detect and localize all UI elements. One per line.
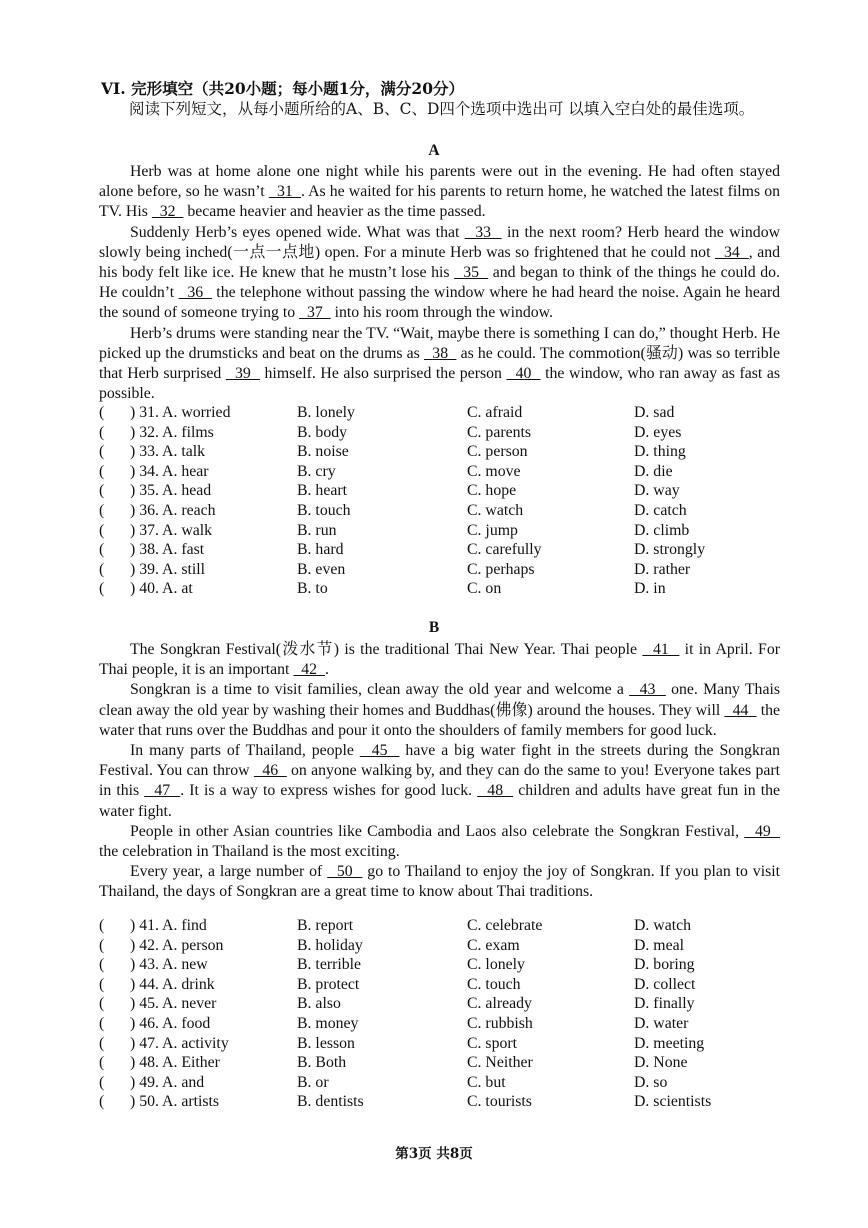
option-b: B. also xyxy=(297,995,341,1013)
blank-47: 47 xyxy=(144,782,181,800)
option-d: D. water xyxy=(634,1014,689,1032)
blank-46: 46 xyxy=(253,762,287,780)
option-a: ) 37. A. walk xyxy=(130,521,213,539)
section-heading: VI. 完形填空（共20小题；每小题1分，满分20分） xyxy=(101,79,464,98)
passage-text: children and adults have great fun in the water fight. xyxy=(99,782,781,820)
question-row xyxy=(99,1073,781,1093)
option-a: ) 35. A. head xyxy=(130,482,212,500)
option-b: B. money xyxy=(297,1014,359,1032)
question-row xyxy=(99,423,781,443)
answer-bracket: ( xyxy=(99,1034,105,1052)
passage-text: , and his body felt like ice. He knew that he mustn’t lose his xyxy=(99,243,781,282)
option-d: D. None xyxy=(634,1054,688,1072)
option-b: B. touch xyxy=(297,501,351,519)
option-b: B. even xyxy=(297,560,346,578)
option-a: ) 39. A. still xyxy=(130,560,206,578)
passage-a xyxy=(99,162,780,404)
option-c: C. perhaps xyxy=(467,560,535,578)
option-c: C. but xyxy=(467,1073,506,1091)
option-a: ) 49. A. and xyxy=(130,1073,205,1091)
option-c: C. afraid xyxy=(467,404,523,421)
option-c: C. already xyxy=(467,995,532,1013)
option-a: ) 44. A. drink xyxy=(130,975,215,993)
blank-45: 45 xyxy=(359,742,400,760)
option-b: B. cry xyxy=(297,462,336,480)
passage-text: the window, who ran away as fast as possible. xyxy=(99,365,781,403)
option-b: B. lonely xyxy=(297,404,355,421)
option-a: ) 31. A. worried xyxy=(130,404,231,421)
question-row xyxy=(99,1053,781,1073)
option-c: C. tourists xyxy=(467,1093,532,1111)
option-c: C. rubbish xyxy=(467,1014,533,1032)
passage-text: became heavier and heavier as the time passed. xyxy=(183,203,486,221)
question-list-b xyxy=(99,916,781,1112)
blank-39: 39 xyxy=(225,365,260,383)
option-a: ) 32. A. films xyxy=(130,423,214,441)
option-b: B. dentists xyxy=(297,1093,364,1111)
blank-34: 34 xyxy=(714,243,749,261)
blank-48: 48 xyxy=(477,782,514,800)
option-c: C. move xyxy=(467,462,521,480)
passage-paragraph xyxy=(99,223,780,324)
passage-paragraph xyxy=(99,640,780,680)
option-d: D. in xyxy=(634,580,666,598)
option-d: D. climb xyxy=(634,521,690,539)
question-row xyxy=(99,955,781,975)
question-row xyxy=(99,1014,781,1034)
passage-b-label: B xyxy=(428,619,440,636)
passage-text: People in other Asian countries like Cambodia and Laos also celebrate the Songkran Festival, xyxy=(130,822,745,840)
answer-bracket: ( xyxy=(99,1073,105,1091)
passage-b xyxy=(99,640,780,903)
option-b: B. hard xyxy=(297,541,344,559)
page-number: 第3页 共8页 xyxy=(395,1146,473,1162)
option-c: C. hope xyxy=(467,482,517,500)
question-row xyxy=(99,1034,781,1054)
question-row xyxy=(99,521,781,541)
answer-bracket: ( xyxy=(99,1093,105,1111)
blank-50: 50 xyxy=(327,863,363,881)
blank-40: 40 xyxy=(506,365,541,383)
option-d: D. collect xyxy=(634,975,696,993)
passage-text: . As he waited for his parents to return home, he watched the latest films on TV. His xyxy=(99,183,781,221)
option-c: C. parents xyxy=(467,423,532,441)
passage-text: The Songkran Festival(泼水节) is the traditional Thai New Year. Thai people xyxy=(130,641,643,658)
answer-bracket: ( xyxy=(99,1014,105,1032)
instructions: 阅读下列短文，从每小题所给的A、B、C、D四个选项中选出可 以填入空白处的最佳选项。 xyxy=(129,100,755,118)
question-row xyxy=(99,994,781,1014)
answer-bracket: ( xyxy=(99,936,105,954)
question-row xyxy=(99,916,781,936)
option-d: D. sad xyxy=(634,404,675,421)
passage-text: go to Thailand to enjoy the joy of Songkran. If you plan to visit Thailand, the days of Songkran are a great time to know about Thai traditions. xyxy=(99,863,781,901)
answer-bracket: ( xyxy=(99,995,105,1013)
blank-42: 42 xyxy=(293,661,325,679)
question-row xyxy=(99,442,781,462)
passage-text: it in April. For Thai people, it is an important xyxy=(99,641,781,679)
option-c: C. exam xyxy=(467,936,520,954)
option-c: C. touch xyxy=(467,975,521,993)
passage-text: Songkran is a time to visit families, clean away the old year and welcome a xyxy=(130,681,630,699)
option-d: D. meeting xyxy=(634,1034,705,1052)
question-row xyxy=(99,481,781,501)
answer-bracket: ( xyxy=(99,462,105,480)
option-d: D. so xyxy=(634,1073,668,1091)
option-d: D. meal xyxy=(634,936,685,954)
option-a: ) 38. A. fast xyxy=(130,541,205,559)
passage-paragraph xyxy=(99,680,780,741)
option-b: B. or xyxy=(297,1073,329,1091)
question-row xyxy=(99,462,781,482)
passage-text: the water that runs over the Buddhas and pour it onto the shoulders of family members for good luck. xyxy=(99,701,781,739)
passage-text: In many parts of Thailand, people xyxy=(130,742,360,760)
option-a: ) 34. A. hear xyxy=(130,462,209,480)
question-row xyxy=(99,579,781,599)
passage-text: the telephone without passing the window where he had heard the noise. Again he heard the sound of someone trying to xyxy=(99,284,781,322)
option-a: ) 36. A. reach xyxy=(130,501,216,519)
blank-49: 49 xyxy=(744,822,780,840)
option-b: B. terrible xyxy=(297,956,362,974)
option-c: C. lonely xyxy=(467,956,525,974)
passage-text: himself. He also surprised the person xyxy=(259,365,507,383)
option-d: D. finally xyxy=(634,995,695,1013)
option-b: B. Both xyxy=(297,1054,347,1072)
option-d: D. watch xyxy=(634,917,692,934)
blank-35: 35 xyxy=(454,264,489,282)
passage-text: and began to think of the things he could do. He couldn’t xyxy=(99,264,781,302)
blank-32: 32 xyxy=(151,203,184,221)
answer-bracket: ( xyxy=(99,423,105,441)
option-a: ) 46. A. food xyxy=(130,1014,211,1032)
passage-paragraph xyxy=(99,162,780,223)
question-row xyxy=(99,403,781,423)
passage-text: . It is a way to express wishes for good luck. xyxy=(180,782,478,800)
option-d: D. thing xyxy=(634,443,686,461)
option-a: ) 48. A. Either xyxy=(130,1054,220,1072)
option-d: D. scientists xyxy=(634,1093,712,1111)
question-row xyxy=(99,936,781,956)
blank-41: 41 xyxy=(642,641,680,658)
question-row xyxy=(99,1092,781,1112)
passage-text: Herb’s drums were standing near the TV. “Wait, maybe there is something I can do,” thought Herb. He picked up the drumsticks and beat on the drums as xyxy=(99,324,780,362)
passage-text: one. Many Thais clean away the old year by washing their homes and Buddhas(佛像) around the houses. They will xyxy=(99,681,780,719)
option-c: C. person xyxy=(467,443,528,461)
blank-36: 36 xyxy=(178,284,212,302)
question-row xyxy=(99,501,781,521)
option-b: B. to xyxy=(297,580,328,598)
option-d: D. eyes xyxy=(634,423,682,441)
passage-text: Every year, a large number of xyxy=(130,863,328,881)
option-b: B. heart xyxy=(297,482,348,500)
option-b: B. lesson xyxy=(297,1034,355,1052)
answer-bracket: ( xyxy=(99,521,105,539)
option-c: C. watch xyxy=(467,501,524,519)
blank-38: 38 xyxy=(423,344,457,362)
question-row xyxy=(99,975,781,995)
passage-paragraph xyxy=(99,862,780,902)
passage-text: the celebration in Thailand is the most exciting. xyxy=(99,843,400,861)
option-c: C. on xyxy=(467,580,502,598)
option-d: D. catch xyxy=(634,501,687,519)
passage-text: Suddenly Herb’s eyes opened wide. What was that xyxy=(130,223,465,241)
option-b: B. protect xyxy=(297,975,360,993)
option-d: D. die xyxy=(634,462,673,480)
option-c: C. jump xyxy=(467,521,518,539)
option-d: D. way xyxy=(634,482,680,500)
answer-bracket: ( xyxy=(99,560,105,578)
answer-bracket: ( xyxy=(99,1054,105,1072)
answer-bracket: ( xyxy=(99,501,105,519)
passage-text: as he could. The commotion(骚动) was so terrible that Herb surprised xyxy=(99,344,781,383)
answer-bracket: ( xyxy=(99,580,105,598)
answer-bracket: ( xyxy=(99,975,105,993)
option-a: ) 40. A. at xyxy=(130,580,193,598)
option-b: B. body xyxy=(297,423,348,441)
option-d: D. rather xyxy=(634,560,691,578)
option-a: ) 41. A. find xyxy=(130,917,207,934)
option-c: C. celebrate xyxy=(467,917,543,934)
blank-43: 43 xyxy=(629,681,666,699)
option-a: ) 33. A. talk xyxy=(130,443,206,461)
passage-paragraph xyxy=(99,324,780,405)
answer-bracket: ( xyxy=(99,956,105,974)
question-row xyxy=(99,540,781,560)
answer-bracket: ( xyxy=(99,482,105,500)
answer-bracket: ( xyxy=(99,917,105,934)
passage-text: on anyone walking by, and they can do the same to you! Everyone takes part in this xyxy=(99,762,781,800)
question-row xyxy=(99,560,781,580)
blank-37: 37 xyxy=(299,304,331,322)
option-b: B. noise xyxy=(297,443,349,461)
answer-bracket: ( xyxy=(99,443,105,461)
option-c: C. Neither xyxy=(467,1054,533,1072)
option-a: ) 43. A. new xyxy=(130,956,208,974)
option-a: ) 47. A. activity xyxy=(130,1034,229,1052)
option-b: B. holiday xyxy=(297,936,363,954)
passage-text: . xyxy=(324,661,329,679)
blank-31: 31 xyxy=(268,183,301,201)
option-c: C. sport xyxy=(467,1034,518,1052)
blank-33: 33 xyxy=(464,223,502,241)
passage-paragraph xyxy=(99,822,780,862)
option-d: D. boring xyxy=(634,956,695,974)
answer-bracket: ( xyxy=(99,541,105,559)
passage-text: have a big water fight in the streets during the Songkran Festival. You can throw xyxy=(99,742,781,780)
blank-44: 44 xyxy=(724,701,757,719)
option-c: C. carefully xyxy=(467,541,542,559)
option-b: B. run xyxy=(297,521,337,539)
option-d: D. strongly xyxy=(634,541,706,559)
question-list-a xyxy=(99,403,781,599)
answer-bracket: ( xyxy=(99,404,105,421)
passage-text: Herb was at home alone one night while his parents were out in the evening. He had often stayed alone before, so he wasn’t xyxy=(99,163,780,201)
passage-text: into his room through the window. xyxy=(330,304,553,322)
option-a: ) 45. A. never xyxy=(130,995,217,1013)
option-a: ) 50. A. artists xyxy=(130,1093,220,1111)
passage-paragraph xyxy=(99,741,780,822)
option-a: ) 42. A. person xyxy=(130,936,224,954)
passage-a-label: A xyxy=(428,142,440,159)
passage-text: in the next room? Herb heard the window slowly being inched(一点一点地) open. For a minute Herb was so frightened that he could not xyxy=(99,223,781,261)
option-b: B. report xyxy=(297,917,354,934)
